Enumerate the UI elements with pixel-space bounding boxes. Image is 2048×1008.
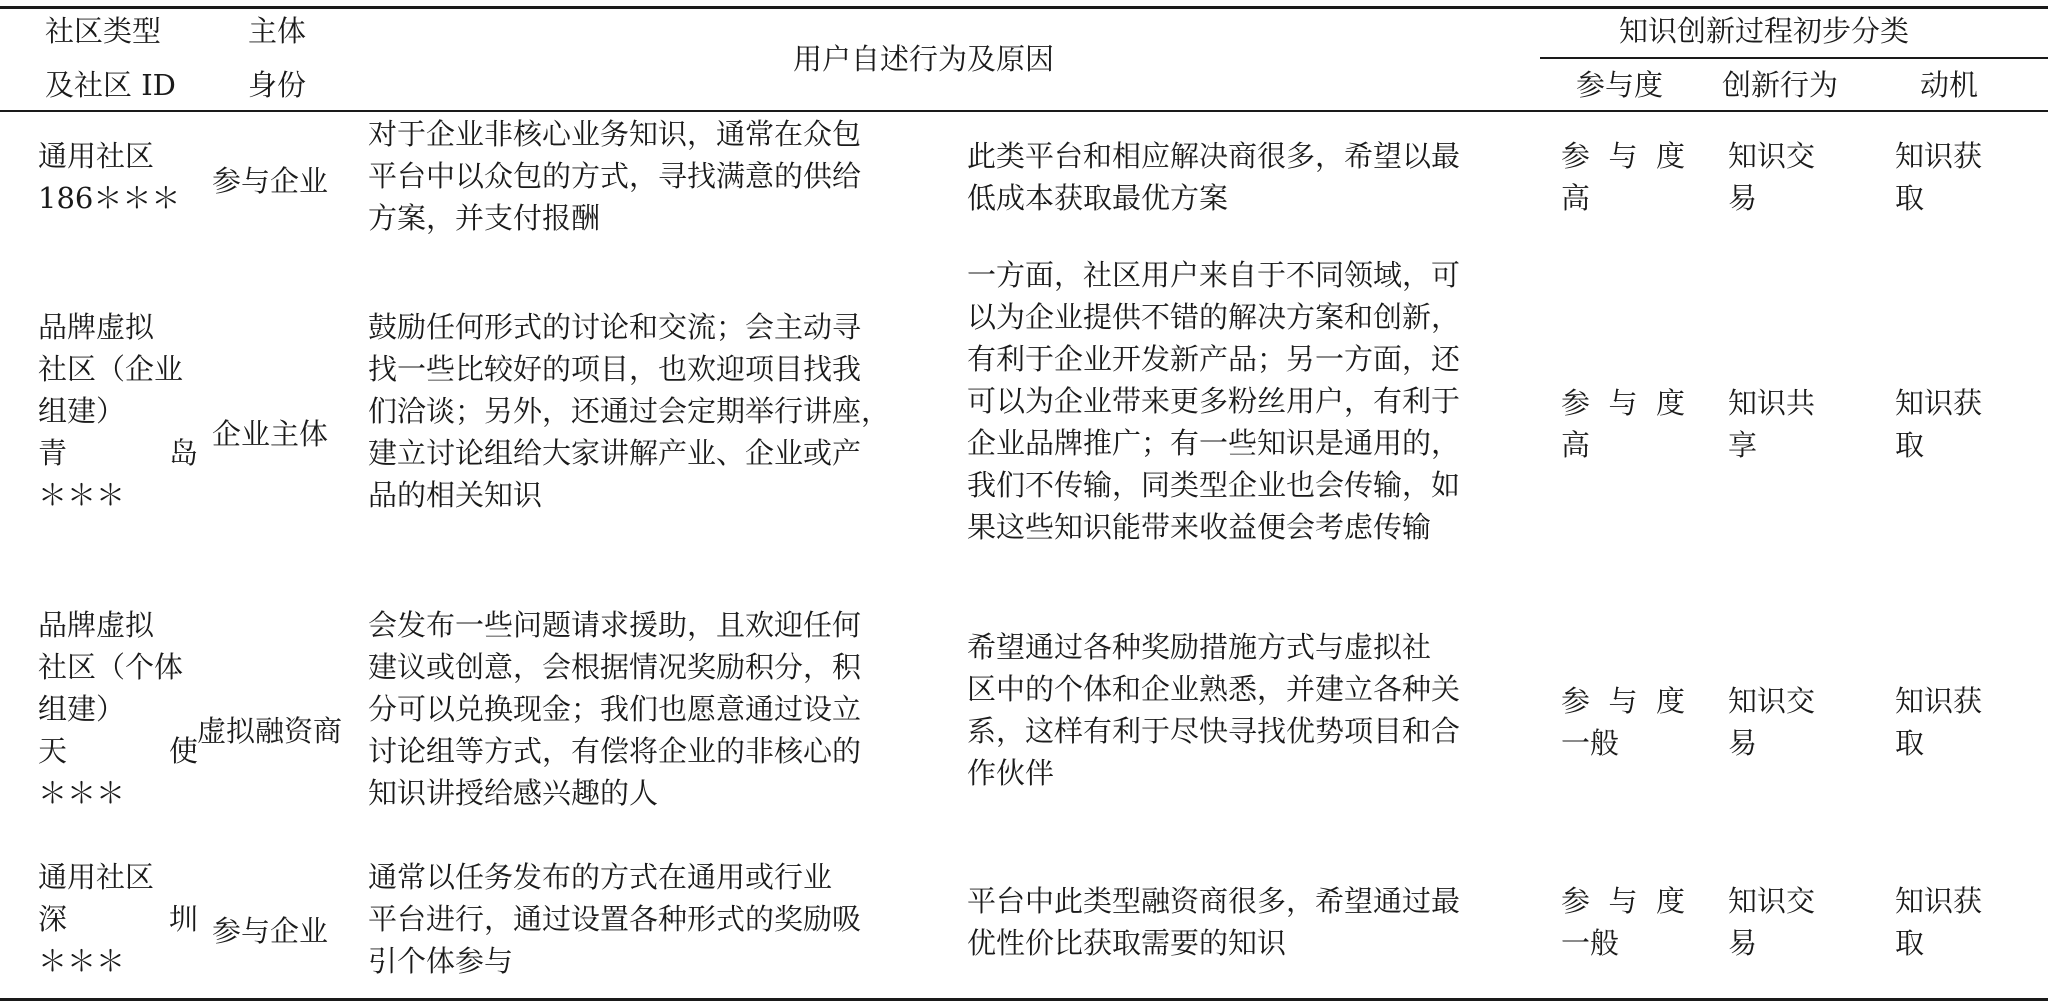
row-4-reason-line: 优性价比获取需要的知识 bbox=[967, 926, 1287, 960]
row-2-reason-line: 企业品牌推广；有一些知识是通用的， bbox=[967, 426, 1461, 460]
row-3-community-line: 社区（个体 bbox=[38, 650, 184, 684]
row-2-behavior-line: 建立讨论组给大家讲解产业、企业或产 bbox=[368, 436, 862, 470]
group-underline-rule bbox=[1540, 57, 2048, 59]
row-1-participation-line: 高 bbox=[1561, 181, 1591, 215]
row-2-innovation-line: 享 bbox=[1728, 428, 1758, 462]
table-header-rule bbox=[0, 110, 2048, 112]
table-row-1-identity: 参与企业 bbox=[212, 164, 329, 198]
row-2-community-line: 品牌虚拟 bbox=[38, 310, 155, 344]
row-3-innovation-line: 易 bbox=[1728, 726, 1758, 760]
row-1-community-line: 186＊＊＊ bbox=[38, 181, 181, 215]
row-1-reason-line: 此类平台和相应解决商很多，希望以最 bbox=[967, 139, 1461, 173]
header-innovation: 创新行为 bbox=[1722, 68, 1839, 102]
row-3-participation-line: 参 与 度 bbox=[1561, 684, 1685, 718]
row-2-reason-line: 我们不传输，同类型企业也会传输，如 bbox=[967, 468, 1461, 502]
row-3-community-line: 品牌虚拟 bbox=[38, 608, 155, 642]
row-4-reason-line: 平台中此类型融资商很多，希望通过最 bbox=[967, 884, 1461, 918]
row-4-participation-line: 一般 bbox=[1561, 926, 1620, 960]
table-row-2-reason bbox=[967, 254, 1527, 548]
table-row-1-reason bbox=[967, 135, 1527, 219]
row-3-motive-line: 取 bbox=[1895, 726, 1925, 760]
table-row-4-community bbox=[38, 856, 198, 982]
table-top-rule bbox=[0, 6, 2048, 9]
row-2-community-line: 社区（企业 bbox=[38, 352, 184, 386]
table-row-2-behavior bbox=[368, 306, 928, 516]
row-2-motive-line: 取 bbox=[1895, 428, 1925, 462]
header-community-id: 及社区 ID bbox=[45, 68, 176, 102]
row-3-innovation-line: 知识交 bbox=[1728, 684, 1816, 718]
table-row-3-innovation bbox=[1728, 680, 1852, 764]
row-4-behavior-line: 引个体参与 bbox=[368, 944, 514, 978]
table-row-3-identity: 虚拟融资商 bbox=[197, 714, 343, 748]
row-1-behavior-line: 对于企业非核心业务知识，通常在众包 bbox=[368, 117, 862, 151]
row-1-community-line: 通用社区 bbox=[38, 139, 155, 173]
row-3-community-line: ＊＊＊ bbox=[38, 776, 126, 810]
row-2-reason-line: 可以为企业带来更多粉丝用户，有利于 bbox=[967, 384, 1461, 418]
table-row-1-motive bbox=[1895, 135, 2019, 219]
row-2-participation-line: 高 bbox=[1561, 428, 1591, 462]
row-2-innovation-line: 知识共 bbox=[1728, 386, 1816, 420]
row-4-motive-line: 取 bbox=[1895, 926, 1925, 960]
row-1-motive-line: 取 bbox=[1895, 181, 1925, 215]
table-row-1-innovation bbox=[1728, 135, 1852, 219]
header-participation: 参与度 bbox=[1576, 68, 1664, 102]
row-3-behavior-line: 分可以兑换现金；我们也愿意通过设立 bbox=[368, 692, 862, 726]
row-3-reason-line: 区中的个体和企业熟悉，并建立各种关 bbox=[967, 672, 1461, 706]
table-row-4-behavior bbox=[368, 856, 928, 982]
table-row-1-community bbox=[38, 135, 218, 219]
row-3-reason-line: 作伙伴 bbox=[967, 756, 1055, 790]
table-row-2-participation bbox=[1561, 382, 1685, 466]
row-2-behavior-line: 们洽谈；另外，还通过会定期举行讲座， bbox=[368, 394, 891, 428]
row-2-reason-line: 果这些知识能带来收益便会考虑传输 bbox=[967, 510, 1432, 544]
row-3-reason-line: 希望通过各种奖励措施方式与虚拟社 bbox=[967, 630, 1432, 664]
table-row-4-reason bbox=[967, 880, 1527, 964]
table-row-3-community bbox=[38, 604, 198, 814]
table-row-4-identity: 参与企业 bbox=[212, 914, 329, 948]
table-row-1-behavior bbox=[368, 113, 928, 239]
row-4-motive-line: 知识获 bbox=[1895, 884, 1983, 918]
row-2-behavior-line: 品的相关知识 bbox=[368, 478, 543, 512]
header-behavior-reason: 用户自述行为及原因 bbox=[793, 42, 1055, 76]
row-4-behavior-line: 通常以任务发布的方式在通用或行业 bbox=[368, 860, 833, 894]
table-row-2-identity: 企业主体 bbox=[212, 417, 329, 451]
row-2-behavior-line: 鼓励任何形式的讨论和交流；会主动寻 bbox=[368, 310, 862, 344]
table-row-3-participation bbox=[1561, 680, 1685, 764]
row-4-community-line: ＊＊＊ bbox=[38, 944, 126, 978]
header-classification-group: 知识创新过程初步分类 bbox=[1619, 14, 1910, 48]
row-2-reason-line: 以为企业提供不错的解决方案和创新， bbox=[967, 300, 1461, 334]
table-row-4-innovation bbox=[1728, 880, 1852, 964]
table-bottom-rule bbox=[0, 998, 2048, 1001]
row-2-participation-line: 参 与 度 bbox=[1561, 386, 1685, 420]
table-row-3-motive bbox=[1895, 680, 2019, 764]
header-motive: 动机 bbox=[1920, 68, 1979, 102]
row-1-behavior-line: 方案，并支付报酬 bbox=[368, 201, 601, 235]
table-row-4-motive bbox=[1895, 880, 2019, 964]
table-row-1-participation bbox=[1561, 135, 1685, 219]
row-1-innovation-line: 易 bbox=[1728, 181, 1758, 215]
row-2-community-line: 组建） bbox=[38, 394, 126, 428]
header-identity-line1: 主体 bbox=[248, 14, 307, 48]
row-2-reason-line: 有利于企业开发新产品；另一方面，还 bbox=[967, 342, 1461, 376]
row-3-behavior-line: 讨论组等方式，有偿将企业的非核心的 bbox=[368, 734, 862, 768]
row-2-motive-line: 知识获 bbox=[1895, 386, 1983, 420]
row-3-motive-line: 知识获 bbox=[1895, 684, 1983, 718]
row-1-motive-line: 知识获 bbox=[1895, 139, 1983, 173]
row-4-participation-line: 参 与 度 bbox=[1561, 884, 1685, 918]
row-4-community-line: 深 圳 bbox=[38, 902, 198, 936]
row-4-innovation-line: 知识交 bbox=[1728, 884, 1816, 918]
row-2-behavior-line: 找一些比较好的项目，也欢迎项目找我 bbox=[368, 352, 862, 386]
row-3-community-line: 天 使 bbox=[38, 734, 198, 768]
row-2-community-line: ＊＊＊ bbox=[38, 478, 126, 512]
row-1-reason-line: 低成本获取最优方案 bbox=[967, 181, 1229, 215]
table-row-3-reason bbox=[967, 626, 1527, 794]
row-3-behavior-line: 会发布一些问题请求援助，且欢迎任何 bbox=[368, 608, 862, 642]
header-community-type: 社区类型 bbox=[45, 14, 162, 48]
row-3-behavior-line: 建议或创意，会根据情况奖励积分，积 bbox=[368, 650, 862, 684]
row-3-participation-line: 一般 bbox=[1561, 726, 1620, 760]
table-row-3-behavior bbox=[368, 604, 928, 814]
row-1-participation-line: 参 与 度 bbox=[1561, 139, 1685, 173]
row-2-community-line: 青 岛 bbox=[38, 436, 198, 470]
table-row-4-participation bbox=[1561, 880, 1685, 964]
row-4-innovation-line: 易 bbox=[1728, 926, 1758, 960]
row-3-reason-line: 系，这样有利于尽快寻找优势项目和合 bbox=[967, 714, 1461, 748]
row-3-community-line: 组建） bbox=[38, 692, 126, 726]
row-1-innovation-line: 知识交 bbox=[1728, 139, 1816, 173]
row-4-community-line: 通用社区 bbox=[38, 860, 155, 894]
header-identity-line2: 身份 bbox=[248, 68, 307, 102]
row-3-behavior-line: 知识讲授给感兴趣的人 bbox=[368, 776, 659, 810]
row-1-behavior-line: 平台中以众包的方式，寻找满意的供给 bbox=[368, 159, 862, 193]
table-row-2-innovation bbox=[1728, 382, 1852, 466]
table-row-2-motive bbox=[1895, 382, 2019, 466]
row-2-reason-line: 一方面，社区用户来自于不同领域，可 bbox=[967, 258, 1461, 292]
table-row-2-community bbox=[38, 306, 198, 516]
row-4-behavior-line: 平台进行，通过设置各种形式的奖励吸 bbox=[368, 902, 862, 936]
